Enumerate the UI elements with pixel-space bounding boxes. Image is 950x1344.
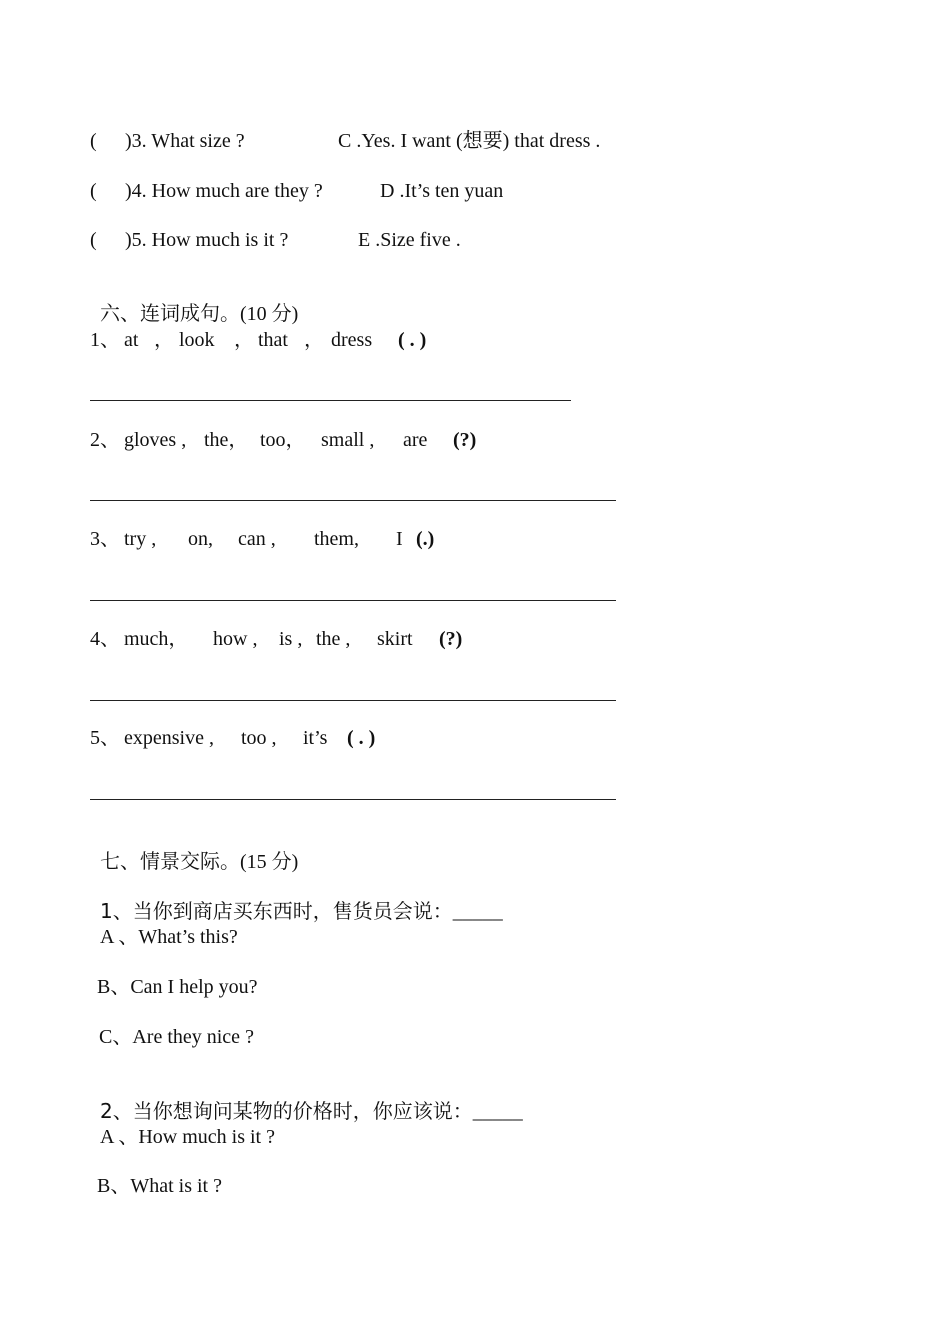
section-6-title: 六、连词成句。 bbox=[100, 301, 240, 325]
word: gloves , bbox=[124, 429, 187, 451]
word: small , bbox=[321, 429, 375, 451]
dialogue-question-2 bbox=[90, 1075, 523, 1124]
word: too , bbox=[241, 727, 277, 749]
item-number: 3、 bbox=[90, 528, 120, 550]
word-separator: ， bbox=[234, 329, 254, 351]
word: at bbox=[124, 329, 139, 351]
word: how , bbox=[213, 628, 258, 650]
question-text: )3. What size ? bbox=[125, 130, 245, 152]
word-separator: ， bbox=[304, 329, 324, 351]
answer-line-3[interactable] bbox=[90, 600, 616, 601]
answer-paren-open[interactable]: ( bbox=[90, 229, 97, 251]
word: look bbox=[179, 329, 215, 351]
option-a[interactable]: A 、How much is it ? bbox=[100, 1126, 275, 1148]
word: expensive , bbox=[124, 727, 214, 749]
word: I bbox=[396, 528, 403, 550]
answer-blank[interactable]: _____ bbox=[472, 1101, 523, 1123]
answer-paren-open[interactable]: ( bbox=[90, 130, 97, 152]
word: it’s bbox=[303, 727, 328, 749]
option-b[interactable]: B、Can I help you? bbox=[97, 976, 258, 998]
word: too， bbox=[260, 429, 306, 451]
section-7-heading bbox=[90, 825, 298, 874]
answer-line-1[interactable] bbox=[90, 400, 571, 401]
answer-line-5[interactable] bbox=[90, 799, 616, 800]
option-a[interactable]: A 、What’s this? bbox=[100, 926, 238, 948]
section-7-title: 七、情景交际。 bbox=[100, 849, 240, 873]
dialogue-question-1 bbox=[90, 875, 503, 924]
word: try , bbox=[124, 528, 157, 550]
option-c[interactable]: C、Are they nice ? bbox=[99, 1026, 254, 1048]
word: the， bbox=[204, 429, 249, 451]
answer-option-d: D .It’s ten yuan bbox=[380, 180, 504, 202]
word-separator: ， bbox=[154, 329, 174, 351]
word: that bbox=[258, 329, 288, 351]
item-number: 5、 bbox=[90, 727, 120, 749]
end-punctuation: ( . ) bbox=[398, 329, 427, 351]
answer-line-4[interactable] bbox=[90, 700, 616, 701]
end-punctuation: (.) bbox=[416, 528, 435, 550]
answer-blank[interactable]: _____ bbox=[452, 901, 503, 923]
section-6-heading bbox=[90, 277, 298, 326]
answer-paren-open[interactable]: ( bbox=[90, 180, 97, 202]
word: can , bbox=[238, 528, 276, 550]
item-number: 2、 bbox=[90, 429, 120, 451]
question-text: )4. How much are they ? bbox=[125, 180, 323, 202]
answer-option-e: E .Size five . bbox=[358, 229, 461, 251]
answer-line-2[interactable] bbox=[90, 500, 616, 501]
section-6-score: (10 分) bbox=[240, 303, 299, 325]
word: is , bbox=[279, 628, 303, 650]
word: on, bbox=[188, 528, 213, 550]
question-prompt: 1、当你到商店买东西时，售货员会说： bbox=[100, 899, 453, 923]
end-punctuation: (?) bbox=[453, 429, 477, 451]
end-punctuation: (?) bbox=[439, 628, 463, 650]
option-b[interactable]: B、What is it ? bbox=[97, 1175, 222, 1197]
word: skirt bbox=[377, 628, 413, 650]
end-punctuation: ( . ) bbox=[347, 727, 376, 749]
question-prompt: 2、当你想询问某物的价格时，你应该说： bbox=[100, 1099, 473, 1123]
word: dress bbox=[331, 329, 373, 351]
word: are bbox=[403, 429, 428, 451]
question-text: )5. How much is it ? bbox=[125, 229, 289, 251]
item-number: 1、 bbox=[90, 329, 120, 351]
word: them, bbox=[314, 528, 359, 550]
section-7-score: (15 分) bbox=[240, 851, 299, 873]
item-number: 4、 bbox=[90, 628, 120, 650]
word: the , bbox=[316, 628, 351, 650]
answer-option-c: C .Yes. I want (想要) that dress . bbox=[338, 130, 601, 152]
word: much， bbox=[124, 628, 189, 650]
